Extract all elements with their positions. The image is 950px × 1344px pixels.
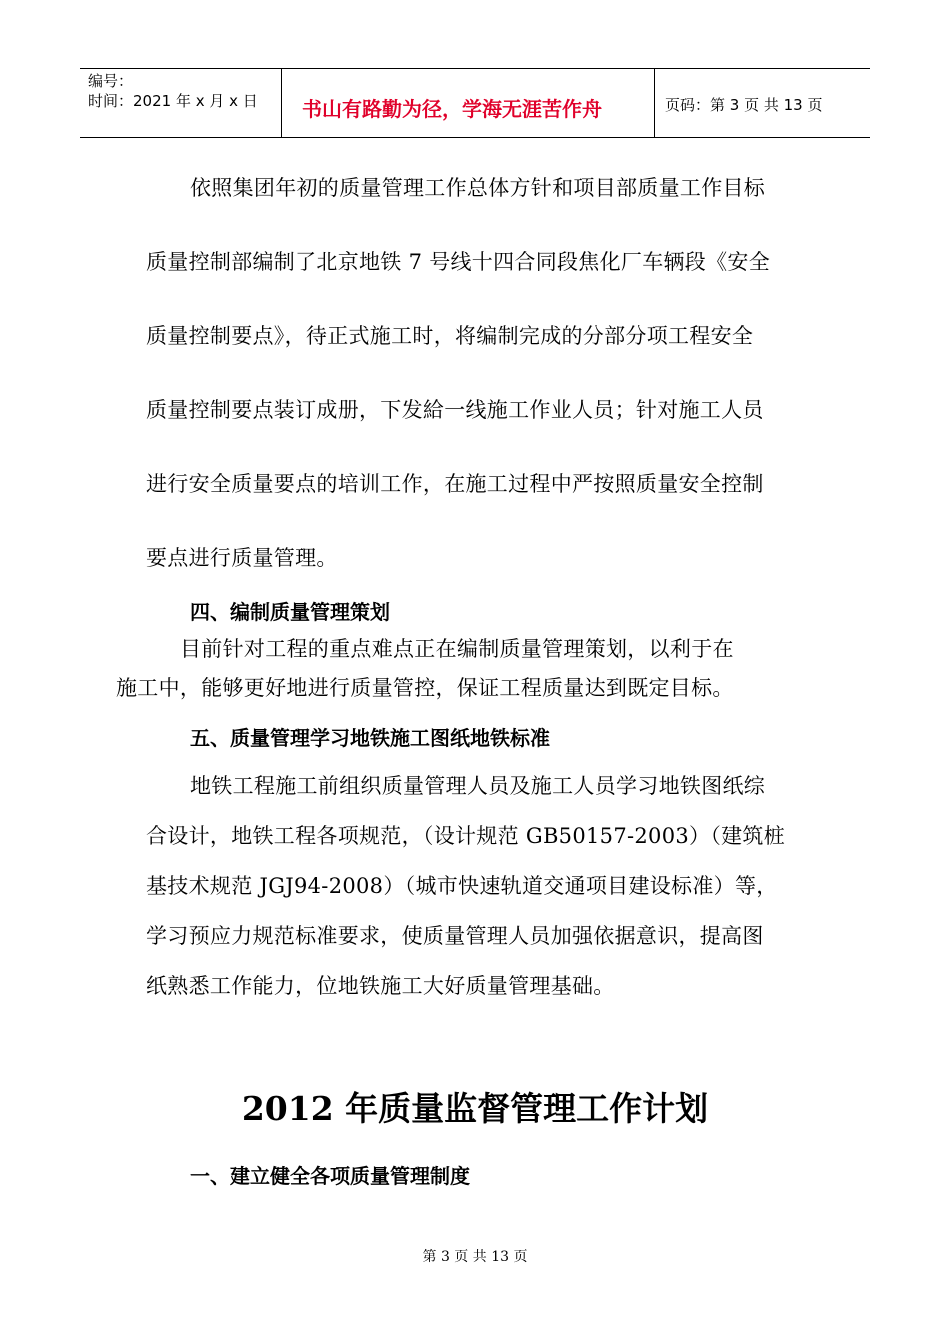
paragraph-line: 合设计，地铁工程各项规范，（设计规范 GB50157-2003）（建筑桩 [146,824,786,848]
paragraph-line: 进行安全质量要点的培训工作，在施工过程中严按照质量安全控制 [146,472,764,496]
paragraph-line: 学习预应力规范标准要求，使质量管理人员加强依据意识，提高图 [146,924,764,948]
page-footer: 第 3 页 共 13 页 [422,1249,528,1265]
paragraph-line: 依照集团年初的质量管理工作总体方针和项目部质量工作目标 [190,176,766,200]
paragraph-line: 基技术规范 JGJ94-2008）（城市快速轨道交通项目建设标准）等， [146,874,778,898]
section-heading: 一、建立健全各项质量管理制度 [190,1164,470,1188]
header-divider [281,69,282,137]
date-label: 时间：2021 年 x 月 x 日 [88,92,258,110]
paragraph-line: 地铁工程施工前组织质量管理人员及施工人员学习地铁图纸综 [190,774,766,798]
paragraph-line: 纸熟悉工作能力，位地铁施工大好质量管理基础。 [146,974,615,998]
paragraph-line: 要点进行质量管理。 [146,546,338,570]
paragraph-line: 质量控制要点》，待正式施工时，将编制完成的分部分项工程安全 [146,324,754,348]
number-label: 编号： [88,72,134,90]
page-header [80,68,870,138]
page-info: 页码：第 3 页 共 13 页 [665,96,823,114]
document-title: 2012 年质量监督管理工作计划 [241,1089,709,1128]
header-divider [654,69,655,137]
header-motto: 书山有路勤为径，学海无涯苦作舟 [302,97,602,121]
section-heading: 四、编制质量管理策划 [190,600,390,624]
paragraph-line: 质量控制部编制了北京地铁 7 号线十四合同段焦化厂车辆段《安全 [146,250,771,274]
paragraph-line: 目前针对工程的重点难点正在编制质量管理策划，以利于在 [180,637,734,661]
section-heading: 五、质量管理学习地铁施工图纸地铁标准 [190,726,550,750]
paragraph-line: 质量控制要点装订成册，下发給一线施工作业人员；针对施工人员 [146,398,764,422]
paragraph-line: 施工中，能够更好地进行质量管控，保证工程质量达到既定目标。 [116,676,734,700]
